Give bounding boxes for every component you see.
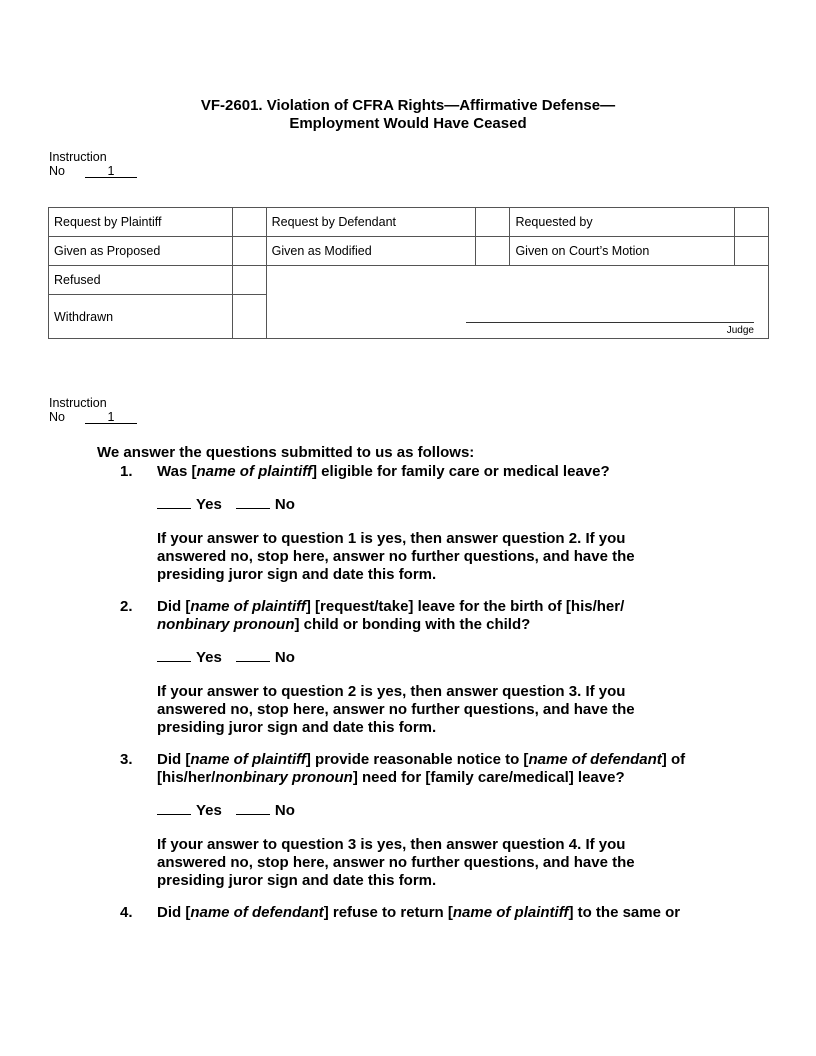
title-line-2: Employment Would Have Ceased	[289, 115, 527, 132]
request-plaintiff-box[interactable]	[232, 208, 266, 237]
yes-label: Yes	[196, 649, 222, 666]
instruction-number-top	[49, 150, 137, 178]
verdict-form	[97, 444, 737, 922]
question-text	[157, 904, 737, 922]
question-text-segment: name of plaintiff	[196, 463, 313, 480]
question-text-segment: name of plaintiff	[190, 598, 306, 615]
yes-blank[interactable]	[157, 802, 191, 815]
question-text-segment: nonbinary pronoun	[157, 616, 295, 633]
withdrawn-box[interactable]	[232, 295, 266, 339]
question-text-segment: ] provide reasonable notice to [	[305, 751, 529, 768]
question-text-segment: name of defendant	[190, 904, 324, 921]
question-text-segment: ] of	[661, 751, 686, 768]
yes-label: Yes	[196, 802, 222, 819]
given-court-box[interactable]	[735, 237, 769, 266]
question-instruction	[157, 836, 737, 890]
intro-text: We answer the questions submitted to us as follows:	[97, 444, 475, 461]
question-text-segment: name of plaintiff	[190, 751, 306, 768]
no-blank[interactable]	[236, 802, 270, 815]
instruction-number-bottom	[49, 396, 137, 424]
question-text-segment: nonbinary pronoun	[215, 769, 353, 786]
refused-label: Refused	[49, 266, 233, 295]
yes-no-answer	[157, 649, 737, 667]
instruction-line: presiding juror sign and date this form.	[157, 872, 437, 889]
request-defendant-box[interactable]	[476, 208, 510, 237]
instruction-label: Instruction	[49, 150, 107, 164]
document-title	[0, 97, 816, 133]
no-label: No	[274, 802, 295, 819]
question-number: 1.	[120, 463, 133, 480]
question-text	[157, 751, 737, 787]
no-blank[interactable]	[236, 649, 270, 662]
instruction-line: If your answer to question 2 is yes, then answer question 3. If you	[157, 683, 626, 700]
instruction-line: answered no, stop here, answer no further questions, and have the	[157, 548, 635, 565]
instruction-line: If your answer to question 1 is yes, then answer question 2. If you	[157, 530, 626, 547]
requested-by-label: Requested by	[510, 208, 735, 237]
question-text-segment: name of defendant	[528, 751, 662, 768]
no-label: No	[274, 496, 295, 513]
title-line-1: VF-2601. Violation of CFRA Rights—Affirmative Defense—	[200, 97, 616, 114]
question-text-segment: ] refuse to return [	[323, 904, 453, 921]
yes-blank[interactable]	[157, 496, 191, 509]
question-text-segment: Did [	[157, 751, 191, 768]
no-label: No	[274, 649, 295, 666]
no-label: No	[49, 410, 65, 424]
question-instruction	[157, 530, 737, 584]
yes-no-answer	[157, 496, 737, 514]
yes-blank[interactable]	[157, 649, 191, 662]
given-modified-label: Given as Modified	[266, 237, 476, 266]
question-text-segment: ] to the same or	[568, 904, 681, 921]
no-label: No	[49, 164, 65, 178]
yes-no-answer	[157, 802, 737, 820]
given-modified-box[interactable]	[476, 237, 510, 266]
question-text-segment: name of plaintiff	[452, 904, 569, 921]
instruction-line: presiding juror sign and date this form.	[157, 719, 437, 736]
requested-by-box[interactable]	[735, 208, 769, 237]
given-court-label: Given on Court’s Motion	[510, 237, 735, 266]
question-number: 3.	[120, 751, 133, 768]
question-2	[97, 598, 737, 737]
request-defendant-label: Request by Defendant	[266, 208, 476, 237]
question-1	[97, 463, 737, 584]
yes-label: Yes	[196, 496, 222, 513]
no-blank[interactable]	[236, 496, 270, 509]
withdrawn-label: Withdrawn	[49, 295, 233, 339]
question-instruction	[157, 683, 737, 737]
instruction-label: Instruction	[49, 396, 107, 410]
question-text-segment: Did [	[157, 904, 191, 921]
instruction-line: If your answer to question 3 is yes, then answer question 4. If you	[157, 836, 626, 853]
question-text	[157, 598, 737, 634]
question-4	[97, 904, 737, 922]
question-number: 4.	[120, 904, 133, 921]
request-plaintiff-label: Request by Plaintiff	[49, 208, 233, 237]
judge-label: Judge	[726, 325, 754, 336]
instruction-line: answered no, stop here, answer no further questions, and have the	[157, 854, 635, 871]
question-number: 2.	[120, 598, 133, 615]
question-text-segment: Did [	[157, 598, 191, 615]
question-text-segment: [his/her/	[157, 769, 216, 786]
question-3	[97, 751, 737, 890]
given-proposed-label: Given as Proposed	[49, 237, 233, 266]
judge-signature-line[interactable]	[466, 322, 754, 323]
instruction-line: answered no, stop here, answer no further questions, and have the	[157, 701, 635, 718]
question-text	[157, 463, 737, 481]
instruction-number: 1	[85, 165, 137, 178]
instruction-line: presiding juror sign and date this form.	[157, 566, 437, 583]
request-table	[48, 207, 769, 339]
question-text-segment: ] [request/take] leave for the birth of [his/her/	[305, 598, 625, 615]
refused-box[interactable]	[232, 266, 266, 295]
question-text-segment: ] child or bonding with the child?	[294, 616, 531, 633]
judge-signature-area	[266, 266, 768, 339]
question-text-segment: Was [	[157, 463, 197, 480]
question-text-segment: ] eligible for family care or medical leave?	[312, 463, 610, 480]
instruction-number: 1	[85, 411, 137, 424]
given-proposed-box[interactable]	[232, 237, 266, 266]
question-text-segment: ] need for [family care/medical] leave?	[352, 769, 625, 786]
